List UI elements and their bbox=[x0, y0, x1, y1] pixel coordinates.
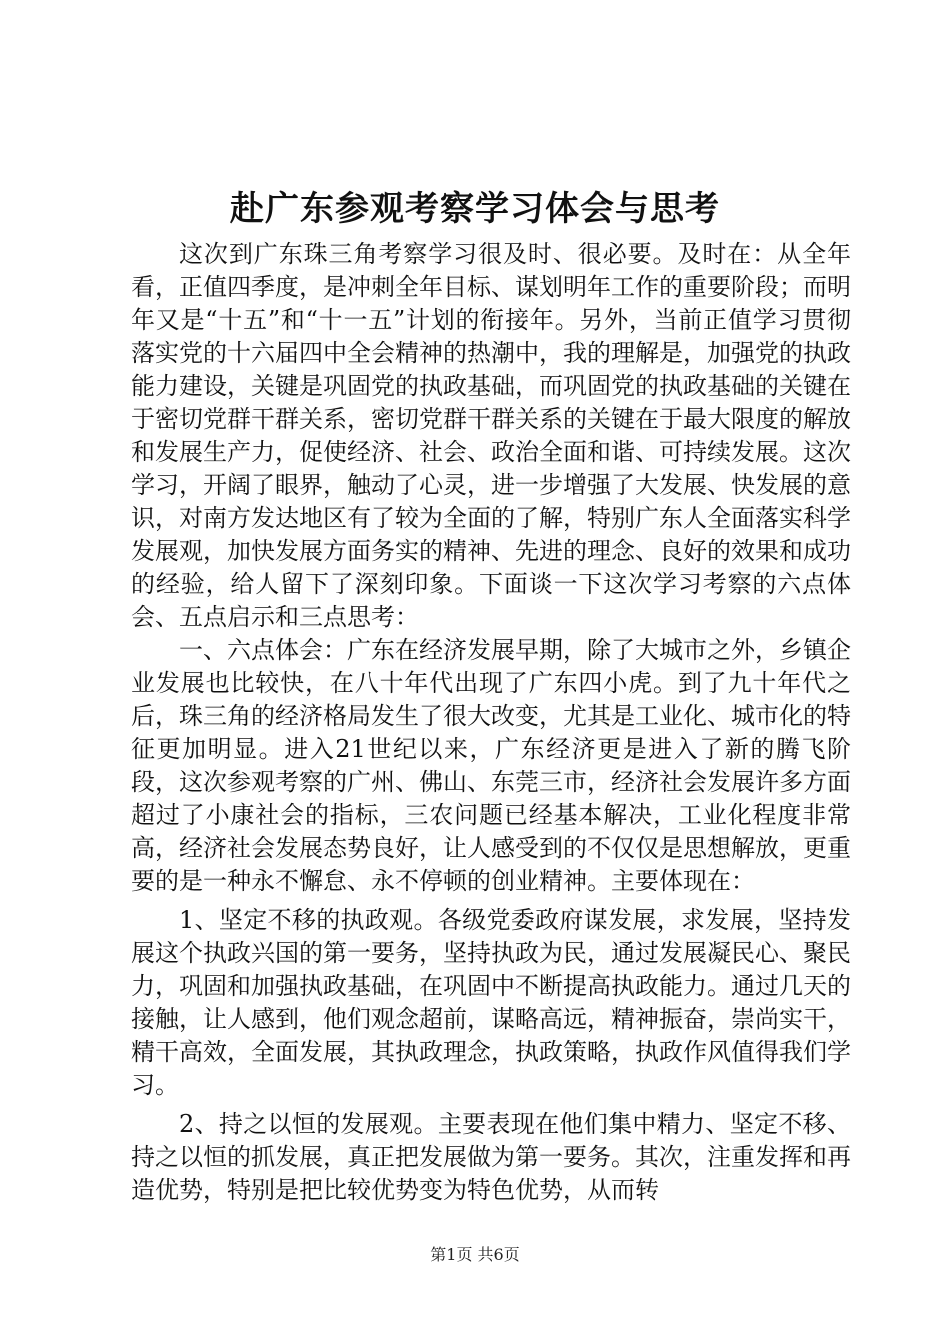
document-title: 赴广东参观考察学习体会与思考 bbox=[230, 189, 720, 229]
page-number-footer: 第1页 共6页 bbox=[430, 1245, 520, 1264]
paragraph-six-points: 一、六点体会：广东在经济发展早期，除了大城市之外，乡镇企业发展也比较快，在八十年代出现了广东四小虎。到了九十年代之后，珠三角的经济格局发生了很大改变，尤其是工业化、城市化的特征更加明显。进入21世纪以来，广东经济更是进入了新的腾飞阶段，这次参观考察的广州、佛山、东莞三市，经济社会发展许多方面超过了小康社会的指标，三农问题已经基本解决，工业化程度非常高，经济社会发展态势良好，让人感受到的不仅仅是思想解放，更重要的是一种永不懈怠、永不停顿的创业精神。主要体现在： bbox=[131, 636, 851, 895]
paragraph-point-1: 1、坚定不移的执政观。各级党委政府谋发展，求发展，坚持发展这个执政兴国的第一要务，坚持执政为民，通过发展凝民心、聚民力，巩固和加强执政基础，在巩固中不断提高执政能力。通过几天的接触，让人感到，他们观念超前，谋略高远，精神振奋，崇尚实干，精干高效，全面发展，其执政理念，执政策略，执政作风值得我们学习。 bbox=[131, 906, 851, 1099]
paragraph-point-2: 2、持之以恒的发展观。主要表现在他们集中精力、坚定不移、持之以恒的抓发展，真正把发展做为第一要务。其次，注重发挥和再造优势，特别是把比较优势变为特色优势，从而转 bbox=[131, 1110, 851, 1204]
paragraph-intro: 这次到广东珠三角考察学习很及时、很必要。及时在：从全年看，正值四季度，是冲刺全年目标、谋划明年工作的重要阶段；而明年又是“十五”和“十一五”计划的衔接年。另外，当前正值学习贯彻落实党的十六届四中全会精神的热潮中，我的理解是，加强党的执政能力建设，关键是巩固党的执政基础，而巩固党的执政基础的关键在于密切党群干群关系，密切党群干群关系的关键在于最大限度的解放和发展生产力，促使经济、社会、政治全面和谐、可持续发展。这次学习，开阔了眼界，触动了心灵，进一步增强了大发展、快发展的意识，对南方发达地区有了较为全面的了解，特别广东人全面落实科学发展观，加快发展方面务实的精神、先进的理念、良好的效果和成功的经验，给人留下了深刻印象。下面谈一下这次学习考察的六点体会、五点启示和三点思考： bbox=[131, 240, 851, 631]
document-body bbox=[131, 238, 851, 1207]
